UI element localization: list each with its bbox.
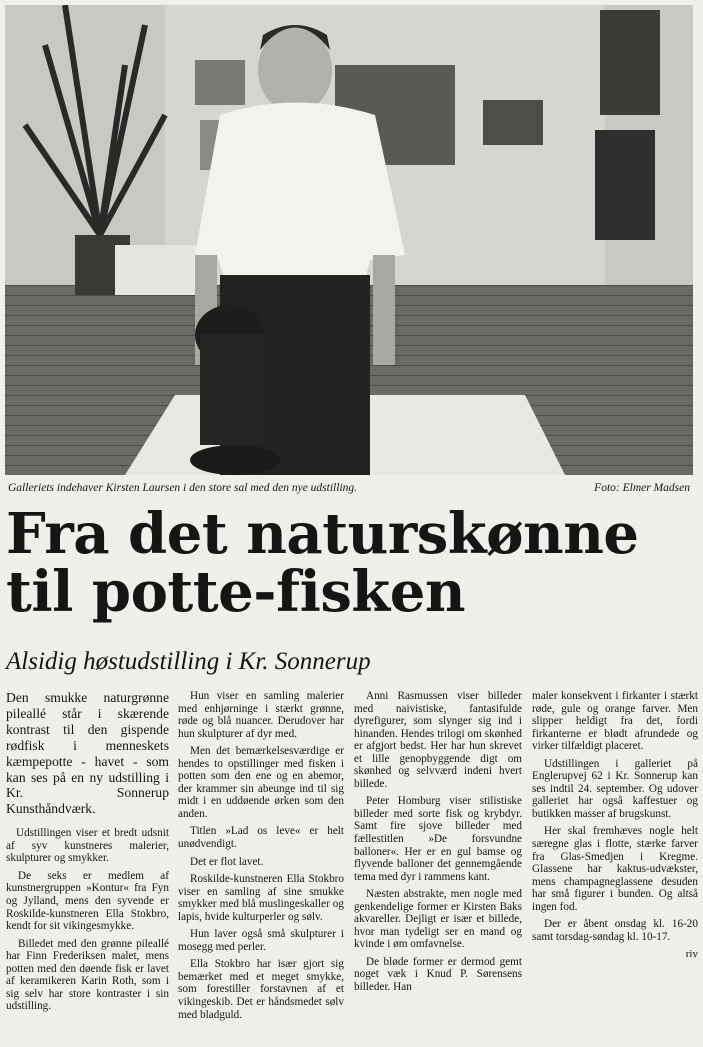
article-column-4 <box>532 690 698 1040</box>
body-paragraph: Udstillingen viser et bredt udsnit af syv kunstneres malerier, skulpturer og smykker. <box>6 827 169 865</box>
article-column-1 <box>6 690 169 1040</box>
body-paragraph: Peter Homburg viser stilistiske billeder med sorte fisk og krybdyr. Samt fire sjove billeder med fællestitlen »De forsvundne balloner«. Her er en gul bamse og flyvende balloner det gennemgående tema med dyr i rammens kant. <box>354 795 522 883</box>
body-paragraph: De bløde former er dermod gemt noget væk i Knud P. Sørensens billeder. Han <box>354 955 522 994</box>
subheadline: Alsidig høstudstilling i Kr. Sonnerup <box>6 648 371 675</box>
author-signature: riv <box>685 948 698 961</box>
headline-line-1: Fra det naturskønne <box>6 501 639 567</box>
body-paragraph: Hun laver også små skulpturer i mosegg med perler. <box>178 928 344 953</box>
body-paragraph: Billedet med den grønne pileallé har Finn Frederiksen malet, mens potten med den døende fisk er lavet af keramikeren Karin Roth, som i sig selv har store kontraster i sin udstilling. <box>6 937 169 1013</box>
body-paragraph: Næsten abstrakte, men nogle med genkendelige former er Kirsten Baks akvareller. Dejligt er især et billede, hvor man tydeligt ser en mand og kvinde i øm omfavnelse. <box>354 888 522 951</box>
news-photo <box>5 5 693 475</box>
article-column-2 <box>178 690 344 1040</box>
photo-credit: Foto: Elmer Madsen <box>594 482 690 494</box>
photo-caption: Galleriets indehaver Kirsten Laursen i den store sal med den nye udstilling. <box>8 482 358 494</box>
body-paragraph: De seks er medlem af kunstnergruppen »Kontur« fra Fyn og Jylland, mens den syvende er Roskilde-kunstneren Ella Stokbro, kendt for sit vikingesmykke. <box>6 869 169 933</box>
body-paragraph: Ella Stokbro har især gjort sig bemærket med et meget smykke, som forestiller forstavnen af et vikingeskib. Det er håndsmedet sølv med bladguld. <box>178 958 344 1021</box>
body-paragraph: Det er flot lavet. <box>190 855 264 868</box>
body-paragraph: Her skal fremhæves nogle helt særegne glas i flotte, stærke farver fra Glas-Smedjen i Kregme. Glassene har kaktus-udvækster, mens champagneglassene desuden har små figurer i bunden. Og altså ingen fod. <box>532 825 698 913</box>
body-paragraph: Hun viser en samling malerier med enhjørninge i stærkt grønne, røde og blå nuancer. Derudover har hun skulpturer af dyr med. <box>178 690 344 740</box>
body-paragraph: Roskilde-kunstneren Ella Stokbro viser en samling af sine smukke smykker med blå muslingeskaller og lapis, hvide kulturperler og sølv. <box>178 873 344 923</box>
body-paragraph: Udstillingen i galleriet på Englerupvej 62 i Kr. Sonnerup kan ses indtil 24. september. Og udover galleriet har også kaffestuer og butikken masser af brugskunst. <box>532 757 698 820</box>
lead-paragraph: Den smukke naturgrønne pileallé står i skærende kontrast til den gispende rødfisk i menneskets kæmpepotte - havet - som kan ses på en ny udstilling i Kr. Sonnerup Kunsthåndværk. <box>6 690 169 817</box>
body-paragraph: maler konsekvent i firkanter i stærkt røde, gule og orange farver. Men slipper heldigt fra det, fordi firkanterne er blødt afrundede og virker tilfældigt placeret. <box>532 690 698 753</box>
body-paragraph: Titlen »Lad os leve« er helt unødvendigt. <box>178 825 344 851</box>
body-paragraph: Anni Rasmussen viser billeder med naivistiske, fantasifulde dyrefigurer, som slynger sig ind i hinanden. Hendes trilogi om skønhed er afgjort bedst. Her har hun skrevet et lille genopbyggende digt om skønhed og selvværd indeni hvert billede. <box>354 690 522 790</box>
body-paragraph: Der er åbent onsdag kl. 16-20 samt torsdag-søndag kl. 10-17. <box>532 918 698 943</box>
photo-caption-row <box>8 479 696 497</box>
headline-line-2: til potte-fisken <box>6 559 466 625</box>
headline <box>6 501 696 625</box>
body-paragraph: Men det bemærkelsesværdige er hendes to opstillinger med fisken i potten som den ene og en abemor, der krammer sin abeunge ind til sig midt i en uddøende ørken som den anden. <box>178 745 344 820</box>
gallery-photo-illustration <box>5 5 693 475</box>
article-column-3 <box>354 690 522 1040</box>
